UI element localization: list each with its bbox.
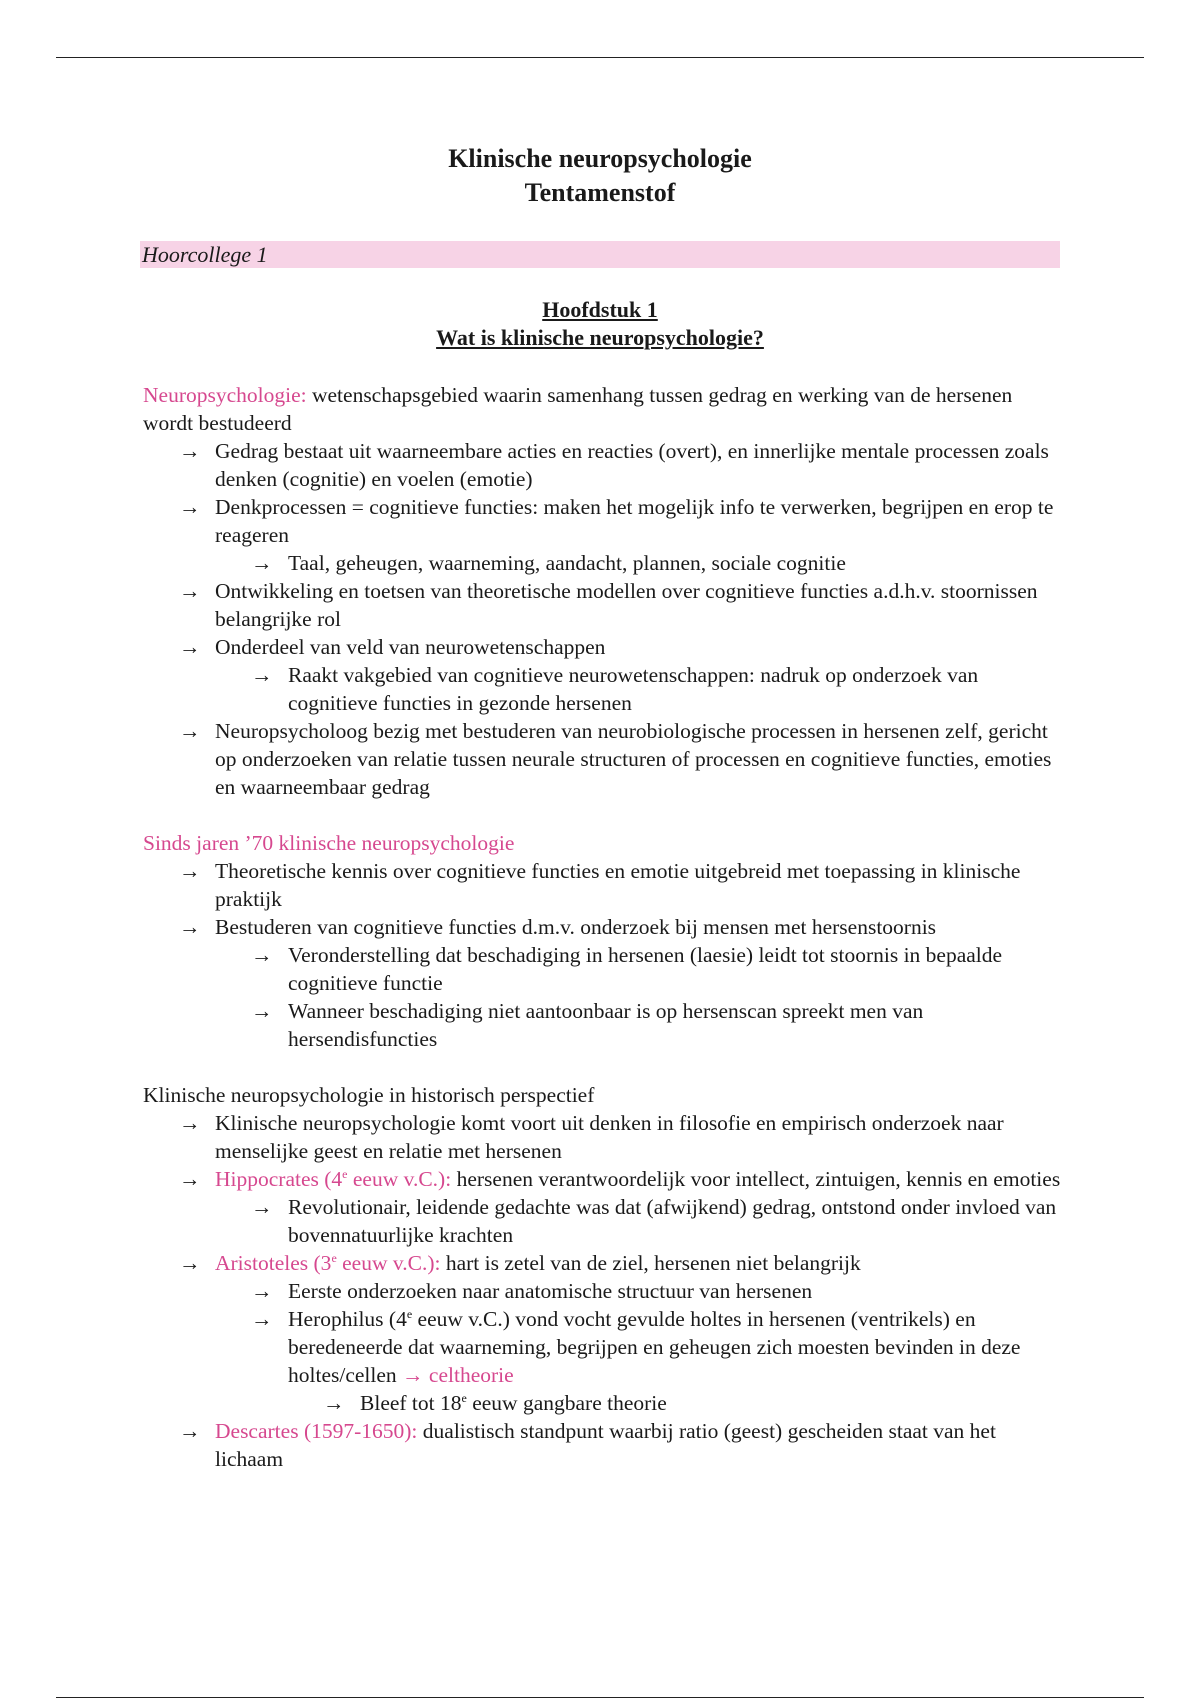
list-item-text: Onderdeel van veld van neurowetenschappen [215, 635, 606, 659]
list-item-text: Eerste onderzoeken naar anatomische structuur van hersenen [288, 1279, 813, 1303]
arrow-icon: → [251, 999, 273, 1023]
arrow-icon: → [251, 943, 273, 967]
list-item-text: Bestuderen van cognitieve functies d.m.v. onderzoek bij mensen met hersenstoornis [215, 915, 937, 939]
section-heading-sinds: Sinds jaren ’70 klinische neuropsychologie [143, 831, 515, 855]
list-item-text: hart is zetel van de ziel, hersenen niet belangrijk [440, 1251, 861, 1275]
list-item [143, 493, 1063, 549]
list-item [143, 633, 1063, 661]
list-item: → Bleef tot 18e eeuw gangbare theorie [323, 1390, 667, 1415]
arrow-icon: → [179, 859, 201, 883]
list-item [143, 1109, 1063, 1165]
document-title: Klinische neuropsychologie [448, 144, 752, 173]
list-item-text: Neuropsycholoog bezig met bestuderen van neurobiologische processen in hersenen zelf, gericht op onderzoeken van relatie tussen neurale structuren of processen en cognitieve functies, emoties en waarneembaar gedrag [215, 719, 1052, 799]
term-hippocrates: Hippocrates (4e eeuw v.C.): [215, 1166, 452, 1191]
arrow-icon: → [251, 1307, 273, 1331]
arrow-icon: → [179, 1251, 201, 1275]
arrow-icon: → [251, 551, 273, 575]
chapter-heading [0, 296, 1200, 352]
term-descartes: Descartes (1597-1650): [215, 1419, 418, 1443]
list-item-text: Theoretische kennis over cognitieve functies en emotie uitgebreid met toepassing in klinische praktijk [215, 859, 1021, 911]
list-item [143, 1193, 1063, 1249]
list-item [143, 913, 1063, 941]
list-item-text: Denkprocessen = cognitieve functies: maken het mogelijk info te verwerken, begrijpen en erop te reageren [215, 495, 1054, 547]
term-aristoteles: Aristoteles (3e eeuw v.C.): [215, 1250, 441, 1275]
term-neuropsychologie: Neuropsychologie: [143, 383, 307, 407]
list-item-descartes [143, 1417, 1063, 1473]
bottom-rule [56, 1697, 1144, 1698]
document-body [143, 381, 1063, 1473]
list-item [143, 1277, 1063, 1305]
arrow-icon: → [179, 635, 201, 659]
arrow-icon: → [179, 1167, 201, 1191]
list-item-herophilus: → Herophilus (4e eeuw v.C.) vond vocht gevulde holtes in hersenen (ventrikels) en beredeneerde dat waarneming, begrijpen en geheugen zich moesten bevinden in deze holtes/cellen → celtheorie [251, 1306, 1021, 1387]
list-item-text: Raakt vakgebied van cognitieve neurowetenschappen: nadruk op onderzoek van cognitieve functies in gezonde hersenen [288, 663, 979, 715]
arrow-icon: → [323, 1391, 345, 1415]
arrow-icon: → [179, 915, 201, 939]
section-heading-historisch: Klinische neuropsychologie in historisch perspectief [143, 1083, 595, 1107]
definition-paragraph [143, 381, 1063, 437]
section-band-label: Hoorcollege 1 [142, 242, 268, 267]
arrow-icon: → [179, 1111, 201, 1135]
document-title-block [0, 142, 1200, 210]
list-item-aristoteles [143, 1249, 1063, 1277]
list-item-text: Taal, geheugen, waarneming, aandacht, plannen, sociale cognitie [288, 551, 846, 575]
list-item [143, 941, 1063, 997]
list-item-text: Veronderstelling dat beschadiging in hersenen (laesie) leidt tot stoornis in bepaalde cognitieve functie [288, 943, 1003, 995]
arrow-icon: → [179, 579, 201, 603]
list-item-text: Revolutionair, leidende gedachte was dat (afwijkend) gedrag, ontstond onder invloed van bovennatuurlijke krachten [288, 1195, 1057, 1247]
list-item [143, 997, 1063, 1053]
section-band [140, 241, 1060, 268]
list-item [143, 549, 1063, 577]
arrow-icon: → [251, 663, 273, 687]
list-item [143, 717, 1063, 801]
list-item [143, 437, 1063, 493]
arrow-icon: → [251, 1195, 273, 1219]
chapter-title: Wat is klinische neuropsychologie? [436, 325, 764, 350]
definition-text: wetenschapsgebied waarin samenhang tussen gedrag en werking van de hersenen wordt bestudeerd [143, 383, 1013, 435]
arrow-icon: → [179, 719, 201, 743]
list-item-text: Gedrag bestaat uit waarneembare acties en reacties (overt), en innerlijke mentale processen zoals denken (cognitie) en voelen (emotie) [215, 439, 1049, 491]
arrow-icon: → [251, 1279, 273, 1303]
list-item-text: Ontwikkeling en toetsen van theoretische modellen over cognitieve functies a.d.h.v. stoornissen belangrijke rol [215, 579, 1038, 631]
chapter-label: Hoofdstuk 1 [542, 297, 658, 322]
list-item [143, 857, 1063, 913]
arrow-icon: → [179, 439, 201, 463]
top-rule [56, 57, 1144, 58]
list-item-text: Wanneer beschadiging niet aantoonbaar is op hersenscan spreekt men van hersendisfuncties [288, 999, 924, 1051]
term-celtheorie: → celtheorie [402, 1363, 514, 1387]
arrow-icon: → [179, 495, 201, 519]
arrow-icon: → [179, 1419, 201, 1443]
document-subtitle: Tentamenstof [524, 178, 676, 207]
list-item-text: Klinische neuropsychologie komt voort uit denken in filosofie en empirisch onderzoek naar menselijke geest en relatie met hersenen [215, 1111, 1004, 1163]
list-item-hippocrates [143, 1165, 1063, 1193]
list-item-text: hersenen verantwoordelijk voor intellect, zintuigen, kennis en emoties [451, 1167, 1061, 1191]
list-item [143, 577, 1063, 633]
list-item-text: dualistisch standpunt waarbij ratio (geest) gescheiden staat van het lichaam [215, 1419, 996, 1471]
list-item [143, 661, 1063, 717]
